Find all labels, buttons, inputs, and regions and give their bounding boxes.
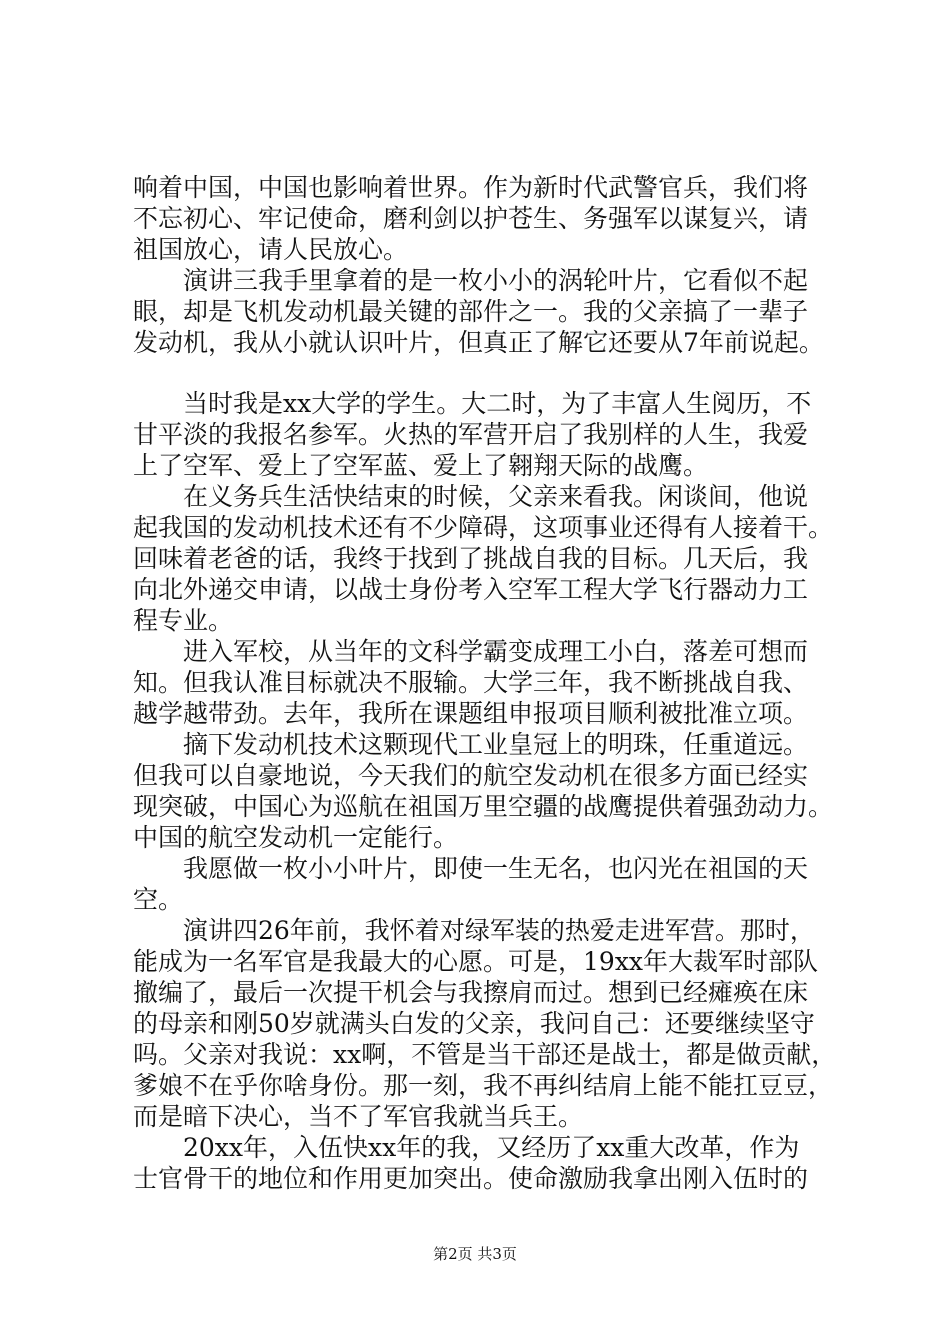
text-line: 演讲三我手里拿着的是一枚小小的涡轮叶片，它看似不起	[133, 266, 809, 295]
text-line: 20xx年，入伍快xx年的我，又经历了xx重大改革，作为	[133, 1133, 800, 1162]
text-line: 空。	[133, 885, 184, 914]
text-line: 吗。父亲对我说：xx啊，不管是当干部还是战士，都是做贡献，	[133, 1040, 837, 1069]
text-line: 不忘初心、牢记使命，磨利剑以护苍生、务强军以谋复兴，请	[133, 204, 809, 233]
text-line: 上了空军、爱上了空军蓝、爱上了翱翔天际的战鹰。	[133, 451, 709, 480]
text-line: 摘下发动机技术这颗现代工业皇冠上的明珠，任重道远。	[133, 730, 809, 759]
text-line: 甘平淡的我报名参军。火热的军营开启了我别样的人生，我爱	[133, 420, 809, 449]
text-line: 当时我是xx大学的学生。大二时，为了丰富人生阅历，不	[133, 389, 812, 418]
text-line: 演讲四26年前，我怀着对绿军装的热爱走进军营。那时，	[133, 916, 815, 945]
text-line: 发动机，我从小就认识叶片，但真正了解它还要从7年前说起。	[133, 328, 824, 357]
paragraph-gap	[133, 358, 833, 388]
document-body	[133, 172, 837, 1194]
text-line: 但我可以自豪地说，今天我们的航空发动机在很多方面已经实	[133, 761, 809, 790]
page-footer: 第2页 共3页	[433, 1245, 517, 1263]
text-line: 祖国放心，请人民放心。	[133, 235, 409, 264]
text-line: 眼，却是飞机发动机最关键的部件之一。我的父亲搞了一辈子	[133, 297, 809, 326]
text-line: 向北外递交申请，以战士身份考入空军工程大学飞行器动力工	[133, 575, 809, 604]
text-line: 而是暗下决心，当不了军官我就当兵王。	[133, 1102, 584, 1131]
text-line: 程专业。	[133, 606, 234, 635]
text-line: 进入军校，从当年的文科学霸变成理工小白，落差可想而	[133, 637, 809, 666]
text-line: 的母亲和刚50岁就满头白发的父亲，我问自己：还要继续坚守	[133, 1009, 815, 1038]
text-line: 知。但我认准目标就决不服输。大学三年，我不断挑战自我、	[133, 668, 809, 697]
text-line: 爹娘不在乎你啥身份。那一刻，我不再纠结肩上能不能扛豆豆，	[133, 1071, 834, 1100]
text-line: 回味着老爸的话，我终于找到了挑战自我的目标。几天后，我	[133, 544, 809, 573]
text-line: 响着中国，中国也影响着世界。作为新时代武警官兵，我们将	[133, 173, 809, 202]
text-line: 撤编了，最后一次提干机会与我擦肩而过。想到已经瘫痪在床	[133, 978, 809, 1007]
text-line: 能成为一名军官是我最大的心愿。可是，19xx年大裁军时部队	[133, 947, 819, 976]
text-line: 起我国的发动机技术还有不少障碍，这项事业还得有人接着干。	[133, 513, 834, 542]
text-line: 士官骨干的地位和作用更加突出。使命激励我拿出刚入伍时的	[133, 1164, 809, 1193]
text-line: 现突破，中国心为巡航在祖国万里空疆的战鹰提供着强劲动力。	[133, 792, 834, 821]
text-line: 越学越带劲。去年，我所在课题组申报项目顺利被批准立项。	[133, 699, 809, 728]
text-line: 在义务兵生活快结束的时候，父亲来看我。闲谈间，他说	[133, 482, 809, 511]
text-line: 我愿做一枚小小叶片，即使一生无名，也闪光在祖国的天	[133, 854, 809, 883]
text-line: 中国的航空发动机一定能行。	[133, 823, 459, 852]
